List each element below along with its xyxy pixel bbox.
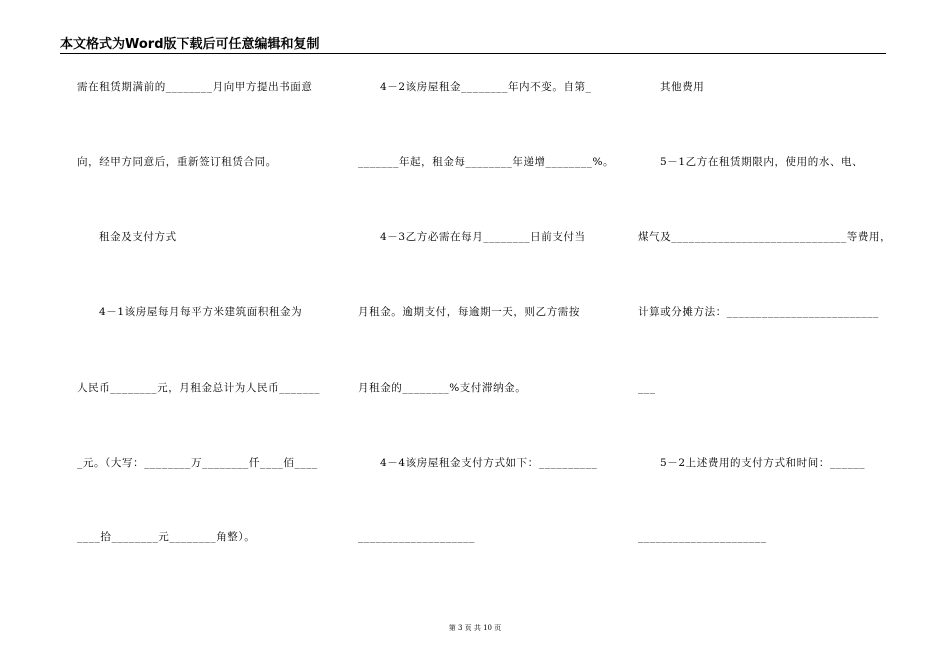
header-divider	[60, 53, 886, 54]
text-line: 5－1乙方在租赁期限内，使用的水、电、	[660, 156, 864, 168]
text-line: ____拾________元________角整）。	[77, 531, 256, 543]
text-line: _______年起，租金每________年递增________%。	[358, 156, 615, 168]
text-line: ___	[638, 382, 656, 394]
text-line: 4－2该房屋租金________年内不变。自第_	[380, 81, 592, 93]
text-line: 4－4该房屋租金支付方式如下：__________	[380, 457, 598, 469]
text-line: 煤气及______________________________等费用，	[638, 231, 892, 243]
document-header-title: 本文格式为Word版下载后可任意编辑和复制	[60, 37, 320, 52]
text-line: 4－3乙方必需在每月________日前支付当	[380, 231, 586, 243]
text-line: 需在租赁期满前的________月向甲方提出书面意	[77, 81, 313, 93]
section-heading: 其他费用	[660, 81, 705, 93]
section-heading: 租金及支付方式	[99, 231, 177, 243]
text-line: 月租金。逾期支付，每逾期一天，则乙方需按	[358, 306, 580, 318]
text-line: 人民币________元，月租金总计为人民币_______	[77, 382, 321, 394]
text-line: 计算或分摊方法：__________________________	[638, 306, 879, 318]
text-line: 5－2上述费用的支付方式和时间：______	[660, 457, 866, 469]
text-line: ______________________	[638, 531, 767, 543]
text-line: 向，经甲方同意后，重新签订租赁合同。	[77, 156, 277, 168]
text-line: 月租金的________%支付滞纳金。	[358, 382, 527, 394]
page-number: 第 3 页 共 10 页	[448, 624, 502, 632]
text-line: _元。（大写：________万________仟____佰____	[77, 457, 318, 469]
text-line: ____________________	[358, 531, 475, 543]
text-line: 4－1该房屋每月每平方米建筑面积租金为	[99, 306, 303, 318]
